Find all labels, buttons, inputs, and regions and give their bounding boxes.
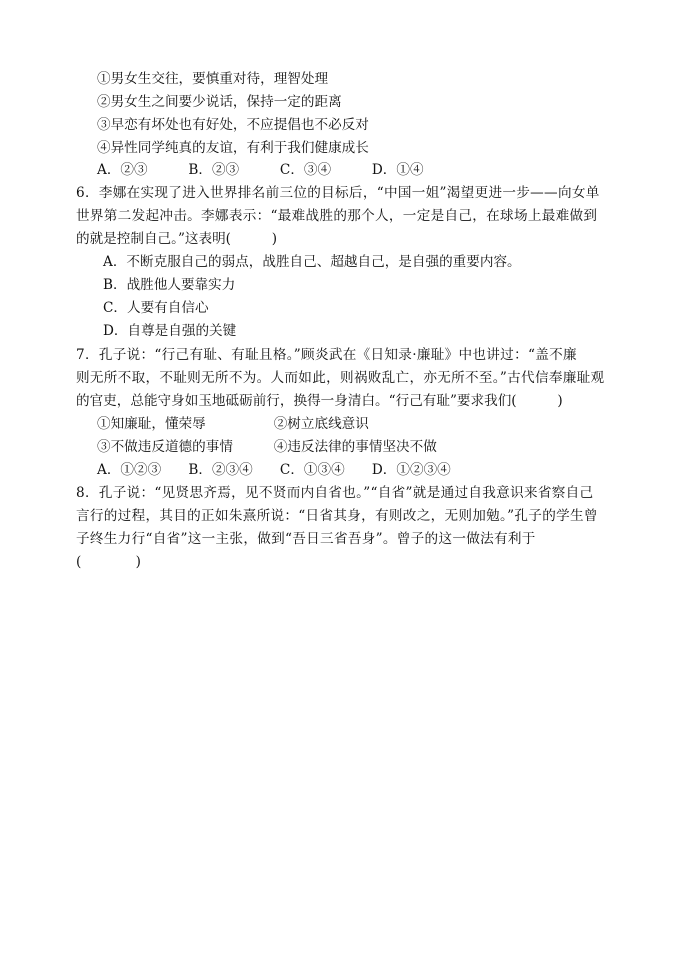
question-6-line-2: 世界第二发起冲击。李娜表示：“最难战胜的那个人，一定是自己，在球场上最难做到 (76, 208, 598, 224)
question-8-line-2: 言行的过程，其目的正如朱熹所说：“日省其身，有则改之，无则加勉。”孔子的学生曾 (76, 508, 598, 524)
q6-option-d: D．自尊是自强的关键 (103, 323, 237, 339)
question-6-line-3: 的就是控制自己。”这表明( ) (76, 231, 278, 247)
question-8-line-3: 子终生力行“自省”这一主张，做到“吾日三省吾身”。曾子的这一做法有利于 (76, 531, 536, 547)
q6-option-b: B．战胜他人要靠实力 (103, 277, 236, 293)
option-line-3: ③早恋有坏处也有好处，不应提倡也不必反对 (97, 117, 369, 133)
q7-statements-1: ①知廉耻，懂荣辱 ②树立底线意识 (97, 416, 369, 432)
option-line-2: ②男女生之间要少说话，保持一定的距离 (97, 94, 342, 110)
answer-choices-q7: A．①②③ B．②③④ C．①③④ D．①②③④ (97, 462, 451, 478)
q7-statements-2: ③不做违反道德的事情 ④违反法律的事情坚决不做 (97, 439, 437, 455)
question-8-line-1: 8．孔子说：“见贤思齐焉，见不贤而内自省也。”“自省”就是通过自我意识来省察自己 (76, 485, 594, 501)
q6-option-c: C．人要有自信心 (103, 300, 209, 316)
option-line-1: ①男女生交往，要慎重对待，理智处理 (97, 71, 329, 87)
question-8-line-4: ( ) (76, 554, 141, 570)
question-7-line-1: 7．孔子说：“行己有耻、有耻且格。”顾炎武在《日知录·廉耻》中也讲过：“盖不廉 (76, 347, 577, 363)
answer-choices-q5: A．②③ B．②③ C．③④ D．①④ (97, 162, 424, 178)
option-line-4: ④异性同学纯真的友谊，有利于我们健康成长 (97, 140, 369, 156)
question-6-line-1: 6．李娜在实现了进入世界排名前三位的目标后，“中国一姐”渴望更进一步——向女单 (76, 185, 600, 201)
question-7-line-3: 的官吏，总能守身如玉地砥砺前行，换得一身清白。“行己有耻”要求我们( ) (76, 393, 563, 409)
q6-option-a: A．不断克服自己的弱点，战胜自己、超越自己，是自强的重要内容。 (103, 254, 521, 270)
question-7-line-2: 则无所不取，不耻则无所不为。人而如此，则祸败乱亡，亦无所不至。”古代信奉廉耻观 (76, 370, 605, 386)
